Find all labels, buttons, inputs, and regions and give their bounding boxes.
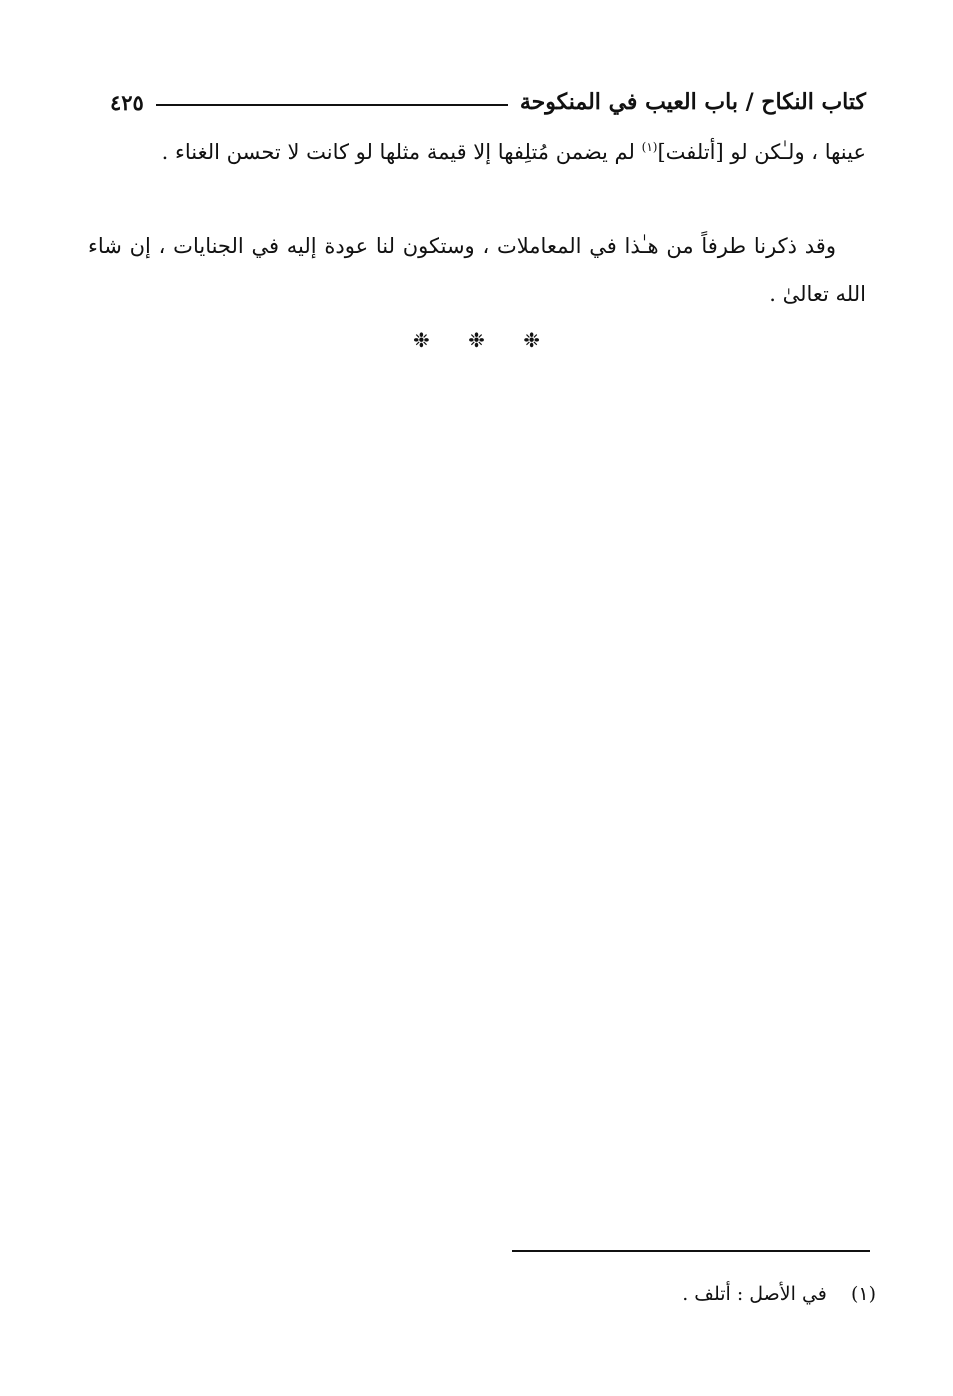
separator-star-icon: ❉ xyxy=(523,328,540,352)
footnote-rule xyxy=(512,1250,870,1252)
running-header xyxy=(110,84,866,120)
paragraph-1 xyxy=(88,128,866,176)
footnote-marker: (١) xyxy=(641,140,658,154)
footnote-number: (١) xyxy=(850,1283,876,1305)
separator-star-icon: ❉ xyxy=(412,328,430,352)
chapter-title: كتاب النكاح / باب العيب في المنكوحة xyxy=(519,89,866,115)
footnote xyxy=(400,1278,876,1310)
footnote-text: في الأصل : أتلف . xyxy=(682,1283,827,1305)
paragraph-2: وقد ذكرنا طرفاً من هـٰذا في المعاملات ، وستكون لنا عودة إليه في الجنايات ، إن شاء الله تعالىٰ . xyxy=(88,234,866,306)
section-separator xyxy=(0,328,953,352)
separator-star-icon: ❉ xyxy=(468,328,485,352)
paragraph-1-start: عينها ، ولـٰكن لو [أتلفت] xyxy=(657,140,866,164)
page-number: ٤٢٥ xyxy=(110,89,144,115)
paragraph-1-end: لم يضمن مُتلِفها إلا قيمة مثلها لو كانت لا تحسن الغناء . xyxy=(161,140,642,164)
header-rule xyxy=(156,104,508,106)
